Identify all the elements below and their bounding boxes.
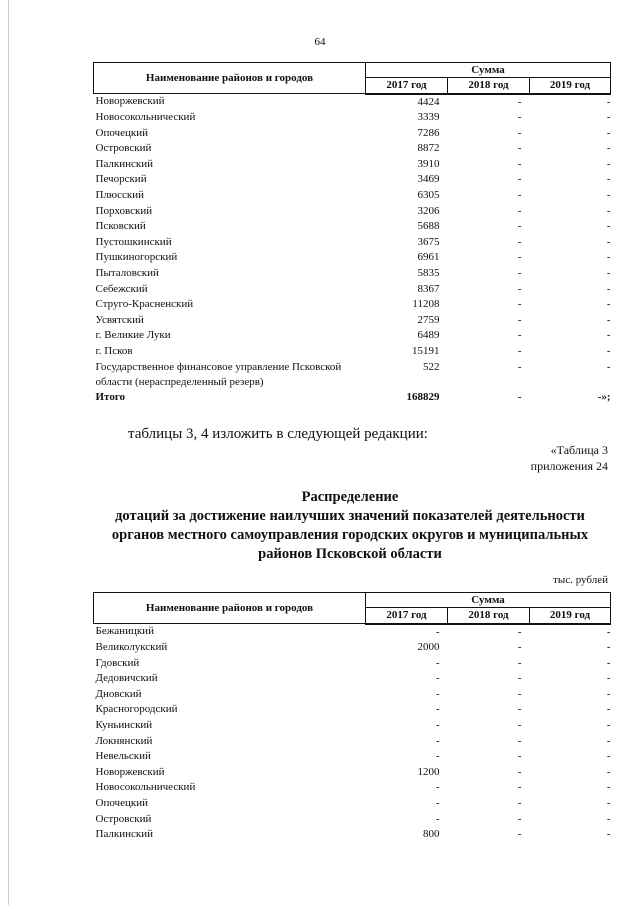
value-2019: - — [606, 282, 611, 295]
value-2018: - — [517, 828, 522, 841]
table-row — [94, 157, 611, 173]
table-row — [94, 235, 611, 251]
district-name: Опочецкий — [95, 126, 148, 139]
table-row — [94, 812, 611, 828]
district-name: Гдовский — [95, 656, 140, 669]
value-2017: - — [435, 781, 440, 794]
table-row — [94, 94, 611, 111]
value-2017: 522 — [423, 360, 440, 373]
value-2017: 6961 — [417, 251, 440, 264]
district-name: Островский — [95, 142, 152, 155]
value-2017: - — [435, 625, 440, 638]
value-2019: - — [606, 251, 611, 264]
value-2017: - — [435, 687, 440, 700]
value-2019: - — [606, 298, 611, 311]
district-name: Опочецкий — [95, 797, 148, 810]
district-name: Новоржевский — [95, 765, 165, 778]
value-2017: 2759 — [417, 313, 440, 326]
value-2018: - — [517, 329, 522, 342]
district-name: Пушкиногорский — [95, 251, 178, 264]
table-row — [94, 749, 611, 765]
value-2017: - — [435, 703, 440, 716]
value-2018: - — [517, 812, 522, 825]
value-2019: - — [606, 750, 611, 763]
value-2017: 15191 — [412, 345, 440, 357]
district-name: Новосокольнический — [95, 111, 196, 124]
value-2019: - — [606, 204, 611, 217]
district-name: Печорский — [95, 173, 147, 186]
value-2019: - — [606, 157, 611, 170]
table-row — [94, 141, 611, 157]
heading-line: органов местного самоуправления городских округов и муниципальных — [111, 527, 589, 543]
district-name: Бежаницкий — [95, 625, 154, 637]
table-row — [94, 250, 611, 266]
page-number: 64 — [314, 36, 326, 48]
heading-line: дотаций за достижение наилучших значений показателей деятельности — [115, 508, 585, 524]
table-row — [94, 624, 611, 641]
district-name: Палкинский — [95, 157, 154, 170]
value-2019: - — [606, 765, 611, 778]
district-name: Новосокольнический — [95, 781, 196, 794]
value-2017: 5688 — [417, 220, 440, 233]
total-row — [94, 390, 611, 406]
table-row — [94, 765, 611, 781]
table-row — [94, 110, 611, 126]
intro-text: таблицы 3, 4 изложить в следующей редакции: — [128, 426, 428, 442]
district-name: Великолукский — [95, 641, 168, 654]
table-row — [94, 297, 611, 313]
value-2019: - — [606, 625, 611, 638]
value-2018: - — [517, 625, 522, 638]
value-2019: -»; — [597, 390, 611, 403]
table-row — [94, 204, 611, 220]
header-name: Наименование районов и городов — [94, 593, 366, 624]
value-2018: - — [517, 750, 522, 763]
unit-label: тыс. рублей — [553, 574, 608, 586]
value-2019: - — [606, 173, 611, 186]
page-edge-line — [8, 0, 9, 905]
value-2019: - — [606, 781, 611, 794]
header-year-2017: 2017 год — [366, 78, 448, 94]
value-2017: - — [435, 734, 440, 747]
value-2017: 6489 — [417, 329, 440, 342]
value-2018: - — [517, 672, 522, 685]
value-2018: - — [517, 95, 522, 108]
value-2018: - — [517, 142, 522, 155]
value-2019: - — [606, 220, 611, 233]
district-name: Пустошкинский — [95, 235, 172, 248]
value-2018: - — [517, 251, 522, 264]
annex-line-1: «Таблица 3 — [550, 443, 608, 457]
table-3 — [93, 592, 611, 843]
value-2018: - — [517, 189, 522, 202]
value-2019: - — [606, 142, 611, 155]
district-name: Итого — [95, 390, 126, 403]
district-name: Струго-Красненский — [95, 298, 194, 311]
table-body — [94, 624, 611, 843]
district-name: г. Псков — [95, 345, 133, 357]
value-2018: - — [517, 220, 522, 233]
value-2019: - — [606, 126, 611, 139]
header-sum: Сумма — [366, 593, 611, 608]
table-row — [94, 734, 611, 750]
value-2017: 8872 — [417, 142, 440, 155]
value-2017: 3469 — [417, 173, 440, 186]
value-2018: - — [517, 157, 522, 170]
header-year-2018: 2018 год — [448, 608, 530, 624]
value-2017: 168829 — [406, 390, 440, 403]
value-2018: - — [517, 282, 522, 295]
district-name: Дновский — [95, 687, 142, 700]
header-year-2019: 2019 год — [530, 78, 611, 94]
value-2017: - — [435, 812, 440, 825]
heading-line: районов Псковской области — [258, 546, 442, 562]
district-name: Пыталовский — [95, 267, 159, 280]
district-name: Усвятский — [95, 313, 144, 326]
value-2017: - — [435, 719, 440, 732]
value-2018: - — [517, 111, 522, 124]
value-2017: 2000 — [417, 641, 440, 654]
section-heading — [60, 488, 640, 564]
header-name: Наименование районов и городов — [94, 63, 366, 94]
value-2017: - — [435, 797, 440, 810]
value-2018: - — [517, 781, 522, 794]
value-2019: - — [606, 797, 611, 810]
value-2017: 5835 — [417, 267, 440, 280]
value-2019: - — [606, 703, 611, 716]
value-2019: - — [606, 828, 611, 841]
value-2018: - — [517, 641, 522, 654]
district-name: Локнянский — [95, 734, 153, 747]
table-row — [94, 328, 611, 344]
district-name: Себежский — [95, 282, 148, 295]
value-2019: - — [606, 111, 611, 124]
value-2017: - — [435, 656, 440, 669]
value-2019: - — [606, 812, 611, 825]
table-row — [94, 718, 611, 734]
district-name: Новоржевский — [95, 95, 165, 107]
value-2018: - — [517, 703, 522, 716]
table-row — [94, 687, 611, 703]
value-2019: - — [606, 719, 611, 732]
heading-line: Распределение — [301, 489, 399, 505]
table-row — [94, 266, 611, 282]
district-name: Порховский — [95, 204, 153, 217]
value-2017: 4424 — [417, 95, 440, 108]
value-2017: 3339 — [417, 111, 440, 124]
value-2018: - — [517, 656, 522, 669]
table-row — [94, 640, 611, 656]
district-name: Государственное финансовое управление Псковской области (нераспределенный резерв) — [95, 360, 342, 388]
annex-reference — [531, 442, 608, 474]
district-name: г. Великие Луки — [95, 329, 171, 342]
value-2017: - — [435, 750, 440, 763]
value-2018: - — [517, 734, 522, 747]
value-2018: - — [517, 204, 522, 217]
value-2017: 8367 — [417, 282, 440, 295]
value-2018: - — [517, 235, 522, 248]
value-2019: - — [606, 235, 611, 248]
value-2019: - — [606, 687, 611, 700]
table-row — [94, 671, 611, 687]
value-2018: - — [517, 765, 522, 778]
district-name: Плюсский — [95, 189, 145, 202]
table-row — [94, 796, 611, 812]
header-sum: Сумма — [366, 63, 611, 78]
value-2019: - — [606, 95, 611, 108]
district-name: Дедовичский — [95, 672, 158, 685]
value-2019: - — [606, 313, 611, 326]
table-row — [94, 313, 611, 329]
value-2019: - — [606, 329, 611, 342]
value-2018: - — [517, 687, 522, 700]
table-row — [94, 344, 611, 360]
table-row — [94, 188, 611, 204]
value-2018: - — [517, 313, 522, 326]
table-row — [94, 126, 611, 142]
value-2018: - — [517, 797, 522, 810]
district-name: Островский — [95, 812, 152, 825]
table-row — [94, 360, 611, 390]
value-2018: - — [517, 173, 522, 186]
value-2017: 3675 — [417, 235, 440, 248]
annex-line-2: приложения 24 — [530, 459, 608, 473]
value-2019: - — [606, 734, 611, 747]
value-2017: - — [435, 672, 440, 685]
table-row — [94, 219, 611, 235]
value-2017: 1200 — [417, 765, 440, 778]
value-2019: - — [606, 345, 611, 357]
value-2018: - — [517, 390, 522, 403]
value-2018: - — [517, 345, 522, 357]
table-row — [94, 282, 611, 298]
table-row — [94, 827, 611, 843]
value-2018: - — [517, 126, 522, 139]
value-2017: 3910 — [417, 157, 440, 170]
value-2018: - — [517, 267, 522, 280]
district-name: Куньинский — [95, 719, 153, 732]
value-2017: 3206 — [417, 204, 440, 217]
value-2017: 800 — [423, 828, 440, 841]
table-row — [94, 656, 611, 672]
table-body — [94, 94, 611, 406]
header-year-2018: 2018 год — [448, 78, 530, 94]
value-2017: 7286 — [417, 126, 440, 139]
table-row — [94, 172, 611, 188]
table-continued — [93, 62, 611, 405]
district-name: Псковский — [95, 220, 146, 233]
value-2019: - — [606, 267, 611, 280]
value-2018: - — [517, 298, 522, 311]
value-2019: - — [606, 641, 611, 654]
table-row — [94, 780, 611, 796]
header-year-2017: 2017 год — [366, 608, 448, 624]
header-year-2019: 2019 год — [530, 608, 611, 624]
value-2019: - — [606, 360, 611, 373]
value-2019: - — [606, 189, 611, 202]
district-name: Палкинский — [95, 828, 154, 841]
value-2018: - — [517, 719, 522, 732]
value-2017: 11208 — [412, 298, 440, 311]
district-name: Невельский — [95, 750, 151, 763]
value-2018: - — [517, 360, 522, 373]
value-2019: - — [606, 656, 611, 669]
district-name: Красногородский — [95, 703, 178, 716]
value-2017: 6305 — [417, 189, 440, 202]
table-row — [94, 702, 611, 718]
value-2019: - — [606, 672, 611, 685]
